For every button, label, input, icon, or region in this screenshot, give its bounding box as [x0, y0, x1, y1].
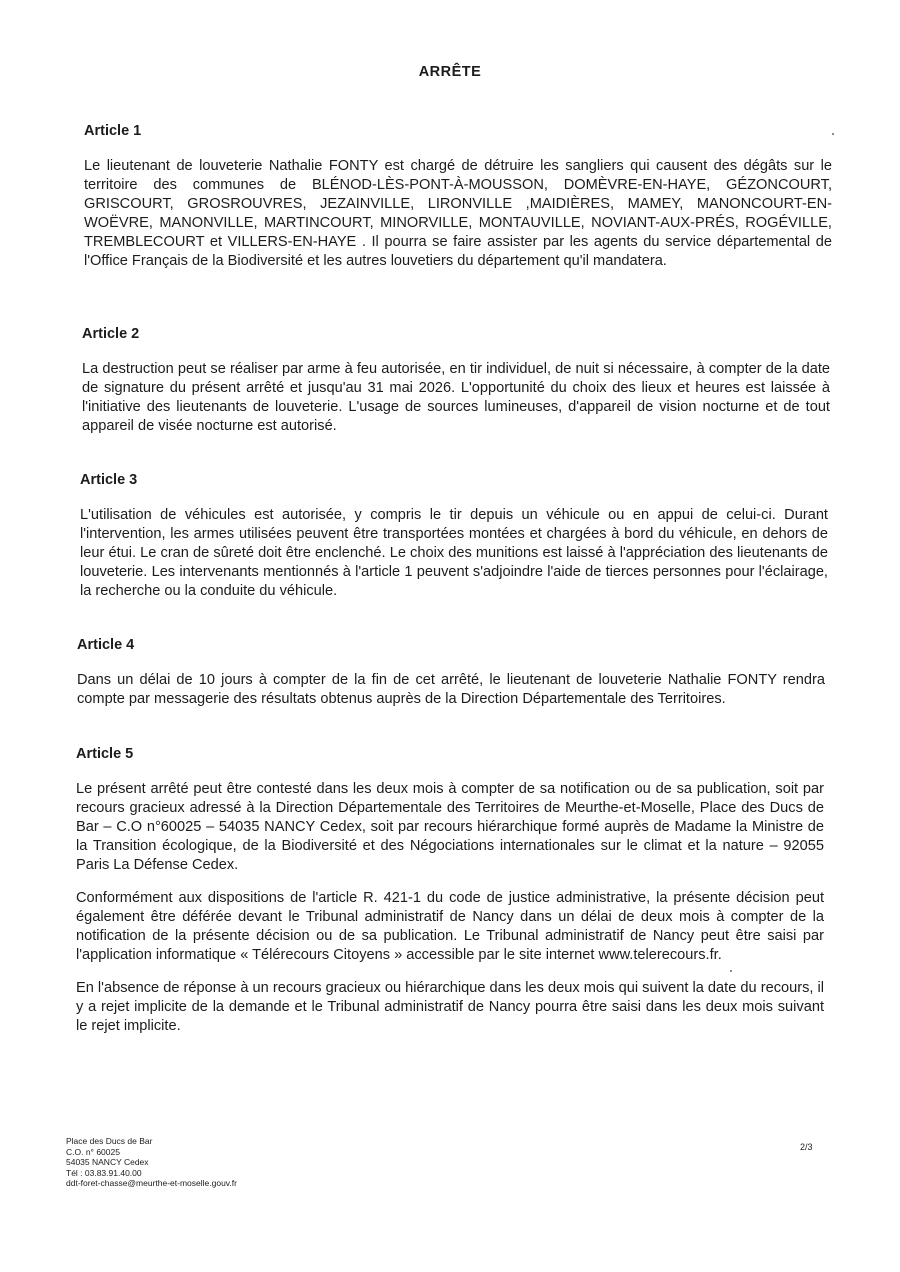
footer-address-line: C.O. n° 60025: [66, 1146, 120, 1157]
article-1: [84, 123, 832, 285]
article-paragraph: L'utilisation de véhicules est autorisée, y compris le tir depuis un véhicule ou en appui de celui-ci. Durant l'intervention, les armes utilisées peuvent être transportées montées et chargées à bord du véhicule, en dehors de leur étui. Le cran de sûreté doit être enclenché. Le choix des munitions est laissé à l'appréciation des lieutenants de louveterie. Les intervenants mentionnés à l'article 1 peuvent s'adjoindre l'aide de tierces personnes pour l'éclairage, la recherche ou la conduite du véhicule.: [80, 507, 828, 599]
article-5: [76, 746, 824, 1050]
article-paragraph: Le lieutenant de louveterie Nathalie FONTY est chargé de détruire les sangliers qui causent des dégâts sur le territoire des communes de BLÉNOD-LÈS-PONT-À-MOUSSON, DOMÈVRE-EN-HAYE, GÉZONCOURT, GRISCOURT, GROSROUVRES, JEZAINVILLE, LIRONVILLE ,MAIDIÈRES, MAMEY, MANONCOURT-EN-WOËVRE, MANONVILLE, MARTINCOURT, MINORVILLE, MONTAUVILLE, NOVIANT-AUX-PRÉS, ROGÉVILLE, TREMBLECOURT et VILLERS-EN-HAYE . Il pourra se faire assister par les agents du service départemental de l'Office Français de la Biodiversité et les autres louvetiers du département qu'il mandatera.: [84, 158, 832, 269]
scan-speck: [730, 970, 732, 972]
footer-address-line: 54035 NANCY Cedex: [66, 1157, 149, 1167]
article-paragraph: En l'absence de réponse à un recours gracieux ou hiérarchique dans les deux mois qui suivent la date du recours, il y a rejet implicite de la demande et le Tribunal administratif de Nancy pourra être saisi dans les deux mois suivant le rejet implicite.: [76, 980, 824, 1034]
document-title: ARRÊTE: [418, 64, 482, 80]
scan-speck: [832, 133, 834, 135]
article-4: [77, 637, 825, 723]
article-heading: Article 3: [80, 472, 138, 488]
footer-email: ddt-foret-chasse@meurthe-et-moselle.gouv.fr: [66, 1178, 237, 1188]
article-heading: Article 1: [84, 123, 142, 139]
article-2: [82, 326, 830, 450]
page-number: 2/3: [800, 1142, 813, 1152]
footer-address: [66, 1136, 237, 1189]
article-heading: Article 5: [76, 746, 134, 762]
article-heading: Article 4: [77, 637, 135, 653]
footer-address-line: Tél : 03.83.91.40.00: [66, 1167, 142, 1178]
article-paragraph: Dans un délai de 10 jours à compter de la fin de cet arrêté, le lieutenant de louveterie Nathalie FONTY rendra compte par messagerie des résultats obtenus auprès de la Direction Départementale des Territoires.: [77, 672, 825, 707]
article-3: [80, 472, 828, 615]
footer-address-line: Place des Ducs de Bar: [66, 1136, 153, 1146]
article-paragraph: Le présent arrêté peut être contesté dans les deux mois à compter de sa notification ou de sa publication, soit par recours gracieux adressé à la Direction Départementale des Territoires de Meurthe-et-Moselle, Place des Ducs de Bar – C.O n°60025 – 54035 NANCY Cedex, soit par recours hiérarchique formé auprès de Madame la Ministre de la Transition écologique, de la Biodiversité et des Négociations internationales sur le climat et la nature – 92055 Paris La Défense Cedex.: [76, 781, 824, 873]
article-heading: Article 2: [82, 326, 140, 342]
article-paragraph: Conformément aux dispositions de l'article R. 421-1 du code de justice administrative, la présente décision peut également être déférée devant le Tribunal administratif de Nancy dans un délai de deux mois à compter de la notification de la présente décision ou de sa publication. Le Tribunal administratif de Nancy peut être saisi par l'application informatique « Télérecours Citoyens » accessible par le site internet www.telerecours.fr.: [76, 890, 824, 963]
article-paragraph: La destruction peut se réaliser par arme à feu autorisée, en tir individuel, de nuit si nécessaire, à compter de la date de signature du présent arrêté et jusqu'au 31 mai 2026. L'opportunité du choix des lieux et heures est laissée à l'initiative des lieutenants de louveterie. L'usage de sources lumineuses, d'appareil de vision nocturne et de tout appareil de visée nocturne est autorisé.: [82, 361, 830, 434]
